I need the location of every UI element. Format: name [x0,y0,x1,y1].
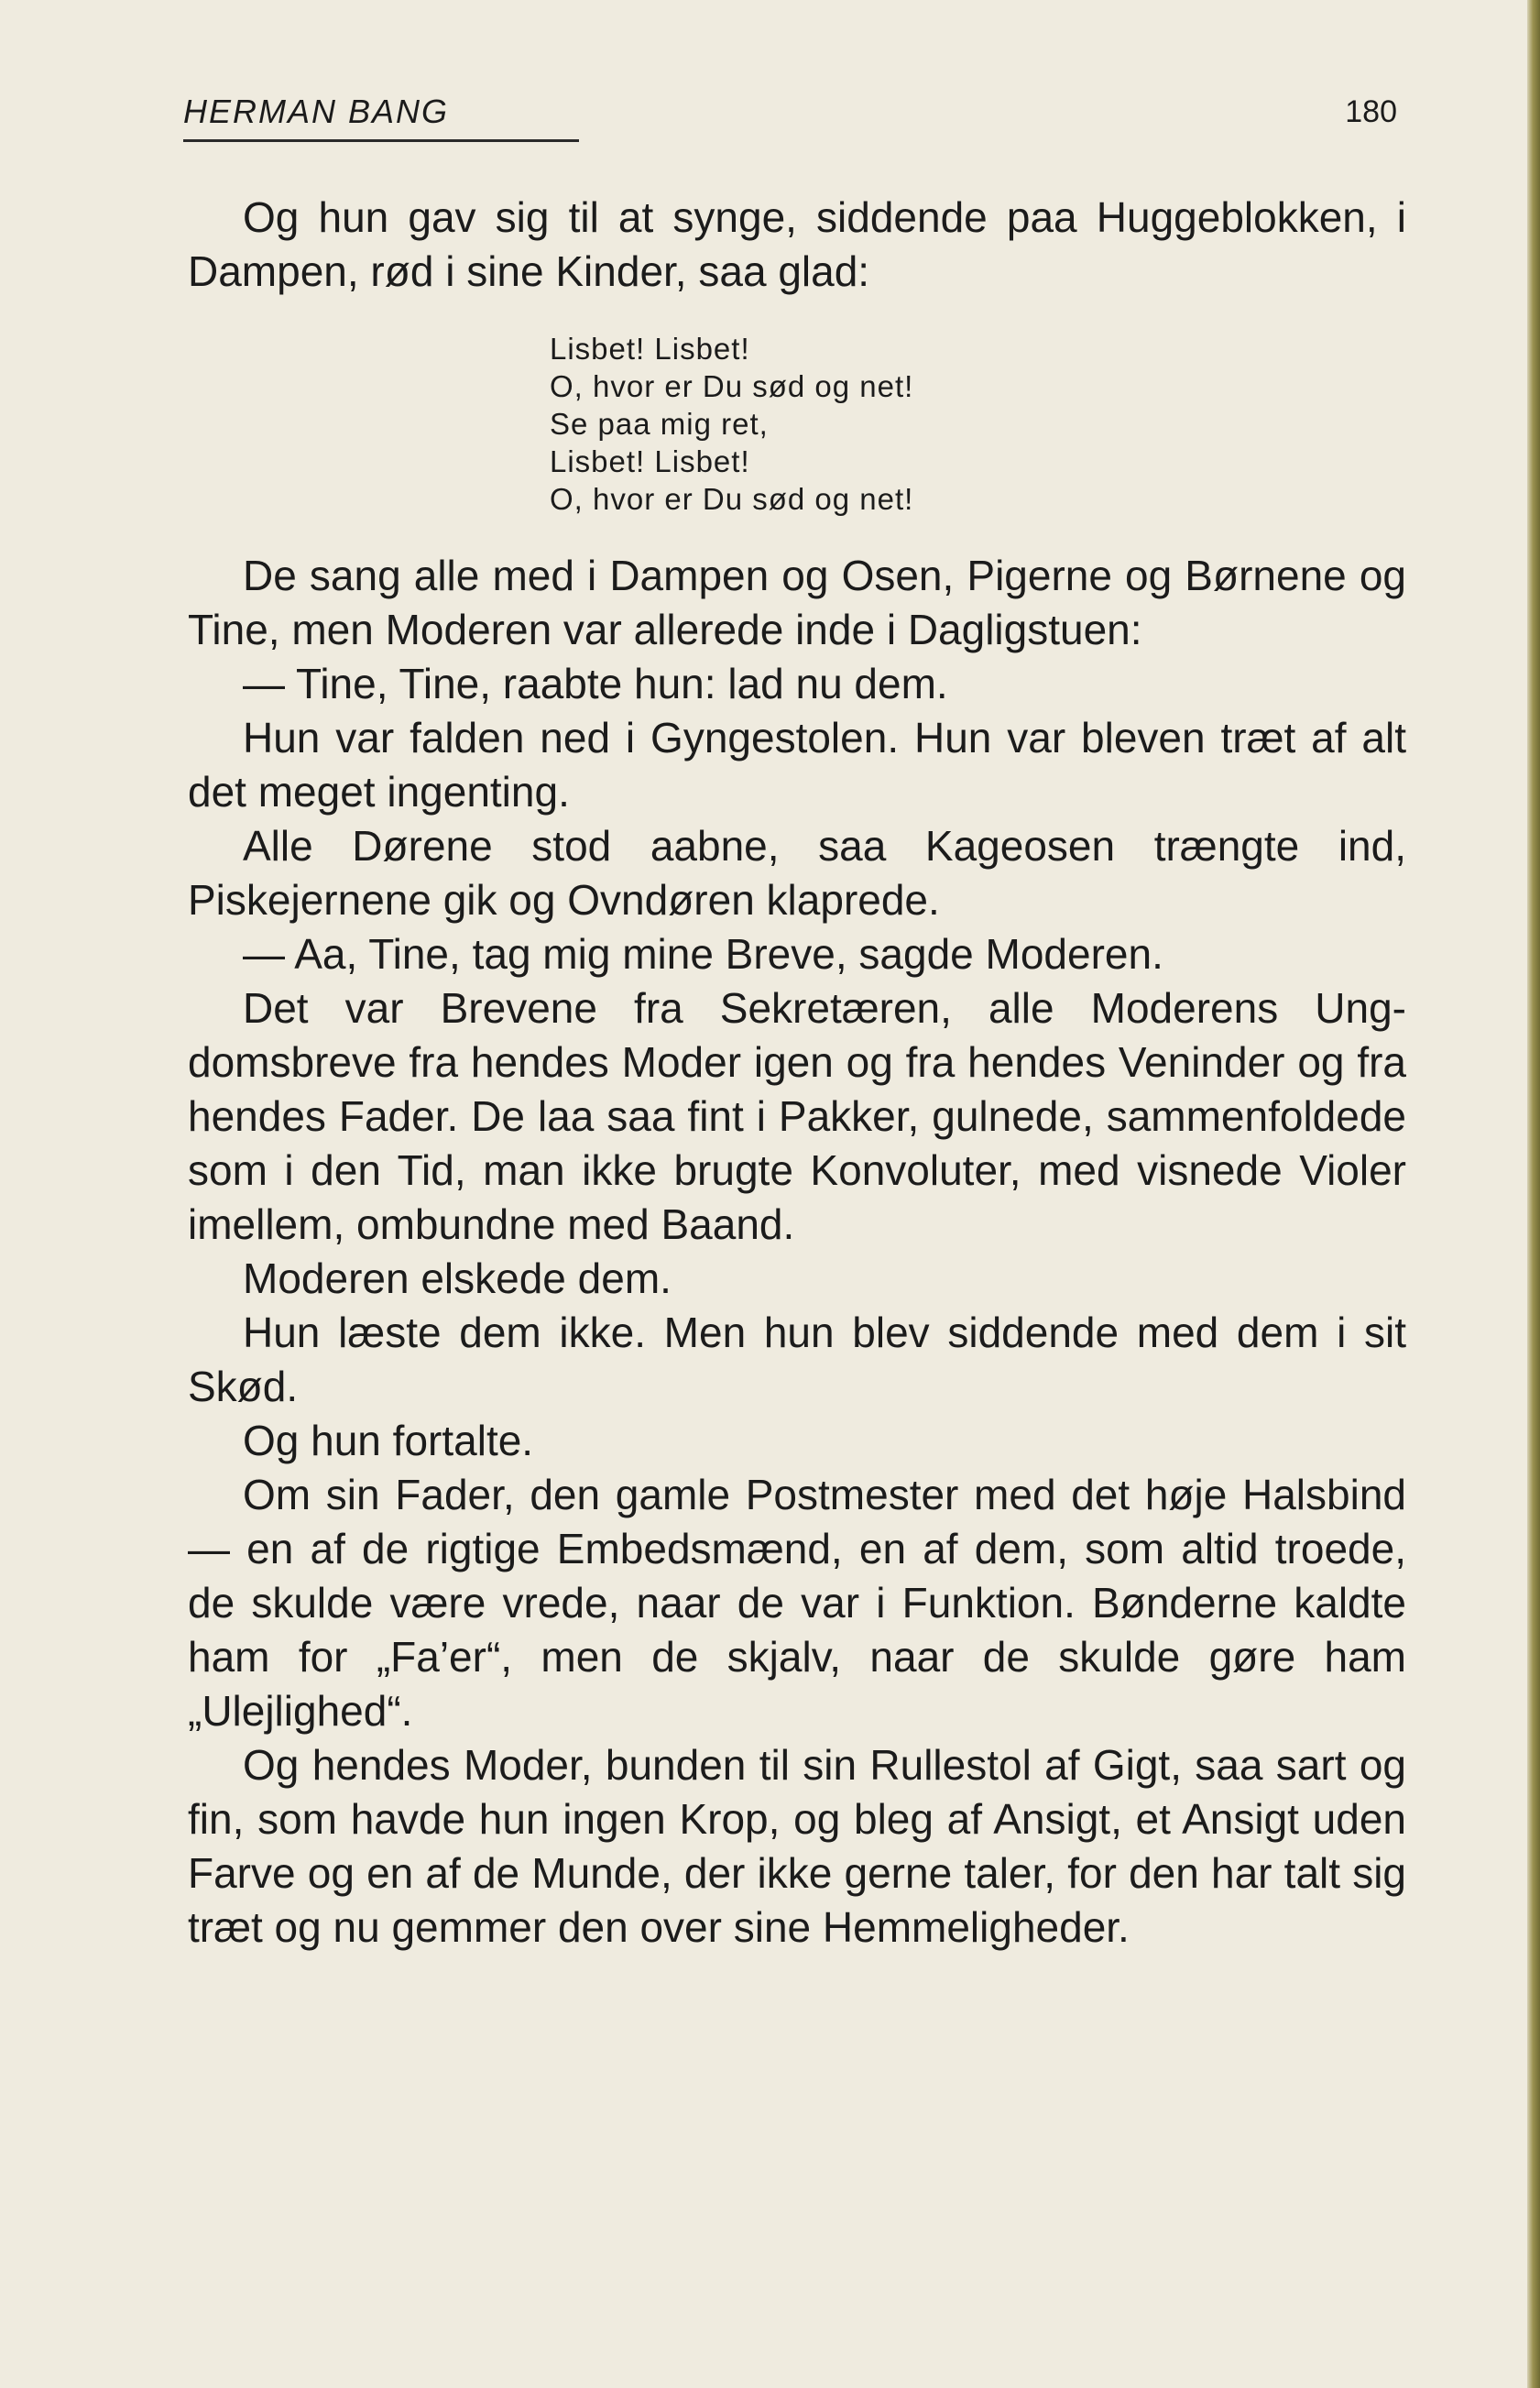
verse-line: Se paa mig ret, [550,407,769,441]
paragraph: Om sin Fader, den gamle Postmester med det høje Halsbind — en af de rigtige Embedsmænd, en af dem, som altid troede, de skulde være vrede, naar de var i Funktion. Bønderne kaldte ham for „Fa’er“, men de skjalv, naar de skulde gøre ham „Ulejlighed“. [188,1471,1406,1735]
body-text [188,191,1406,1955]
paragraph: — Aa, Tine, tag mig mine Breve, sagde Moderen. [243,930,1163,978]
running-title: HERMAN BANG [183,93,450,130]
paragraph: Alle Dørene stod aabne, saa Kageosen trængte ind, Piskejernene gik og Ovndøren klaprede. [188,822,1406,924]
paragraph: Hun var falden ned i Gyngestolen. Hun var bleven træt af alt det meget ingenting. [188,714,1406,816]
page-edge [1527,0,1540,2388]
paragraph: Og hun fortalte. [243,1417,534,1464]
verse-line: O, hvor er Du sød og net! [550,369,914,403]
verse-line: O, hvor er Du sød og net! [550,482,914,516]
paragraph: De sang alle med i Dampen og Osen, Pigerne og Børnene og Tine, men Moderen var allerede inde i Dagligstuen: [188,552,1406,653]
verse-line: Lisbet! Lisbet! [550,332,750,366]
song-verse [550,330,1406,518]
page-header [183,92,1397,147]
paragraph: Moderen elskede dem. [243,1254,672,1302]
header-rule [183,139,579,142]
page-number: 180 [1345,94,1397,129]
paragraph: — Tine, Tine, raabte hun: lad nu dem. [243,660,948,707]
paragraph: Og hun gav sig til at synge, siddende paa Huggeblokken, i Dampen, rød i sine Kinder, saa glad: [188,193,1406,295]
verse-line: Lisbet! Lisbet! [550,444,750,478]
paragraph: Det var Brevene fra Sekretæren, alle Moderens Ungdomsbreve fra hendes Moder igen og fra hendes Veninder og fra hendes Fader. De laa saa fint i Pakker, gulnede, sammenfoldede som i den Tid, man ikke brugte Konvoluter, med visnede Violer imellem, ombundne med Baand. [188,984,1406,1248]
paragraph: Hun læste dem ikke. Men hun blev siddende med dem i sit Skød. [188,1309,1406,1410]
paragraph: Og hendes Moder, bunden til sin Rullestol af Gigt, saa sart og fin, som havde hun ingen Krop, og bleg af Ansigt, et Ansigt uden Farve og en af de Munde, der ikke gerne taler, for den har talt sig træt og nu gemmer den over sine Hemmeligheder. [188,1741,1406,1951]
